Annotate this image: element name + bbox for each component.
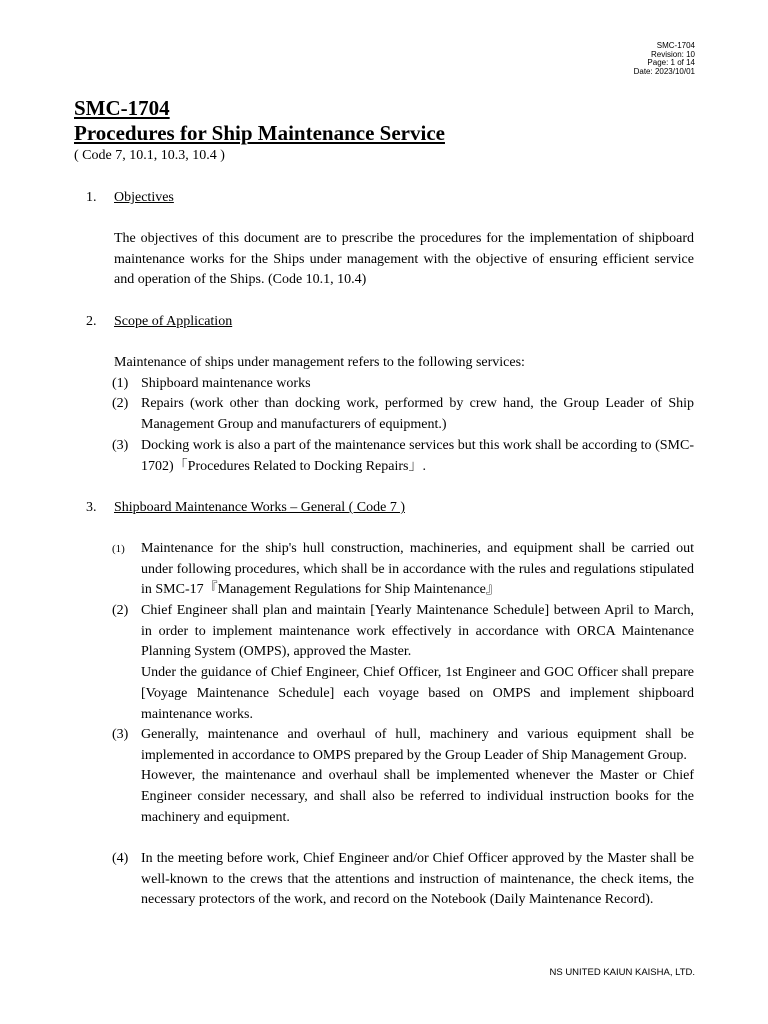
list-item [112, 849, 694, 911]
document-meta [634, 42, 695, 76]
doc-number: SMC-1704 [656, 41, 695, 50]
section-number: 3. [86, 500, 97, 515]
title-codes: ( Code 7, 10.1, 10.3, 10.4 ) [74, 148, 225, 163]
section-intro: Maintenance of ships under management refers to the following services: [114, 355, 525, 370]
doc-date: Date: 2023/10/01 [633, 66, 695, 76]
title-code: SMC-1704 [74, 96, 170, 120]
section-heading [86, 188, 686, 209]
section-number: 1. [86, 190, 97, 205]
item-number: (1) [112, 543, 125, 555]
title-text: Procedures for Ship Maintenance Service [74, 121, 445, 145]
list-item [112, 436, 694, 477]
item-number: (2) [112, 396, 129, 411]
item-text: Chief Engineer shall plan and maintain [Yearly Maintenance Schedule] between April to March, in order to implement maintenance work effectively in accordance with ORCA Maintenance Planning System (OMPS), approved the Master. [141, 603, 694, 660]
list-item [112, 601, 694, 725]
item-text: Maintenance for the ship's hull construction, machineries, and equipment shall be carried out under following procedures, which shall be in accordance with the rules and regulations stipulated in SMC-17『Management Regulations for Ship Maintenance』 [141, 541, 694, 598]
list-item [112, 374, 694, 395]
section-paragraph: The objectives of this document are to prescribe the procedures for the implementation of shipboard maintenance works for the Ships under management with the objective of ensuring efficient service and operation of the Ships. (Code 10.1, 10.4) [114, 231, 694, 288]
item-number: (1) [112, 376, 129, 391]
list-item [112, 394, 694, 435]
list-item [112, 539, 694, 601]
company-footer: NS UNITED KAIUN KAISHA, LTD. [549, 967, 695, 978]
item-text: Generally, maintenance and overhaul of hull, machinery and various equipment shall be implemented in accordance to OMPS prepared by the Group Leader of Ship Management Group. [141, 727, 694, 763]
section-heading [86, 312, 686, 333]
section-title: Scope of Application [114, 314, 233, 329]
item-text-continued: Under the guidance of Chief Engineer, Chief Officer, 1st Engineer and GOC Officer shall prepare [Voyage Maintenance Schedule] each voyage based on OMPS and implement shipboard maintenance works. [141, 665, 694, 722]
revision: Revision: 10 [650, 49, 695, 59]
section-number: 2. [86, 314, 97, 329]
section-heading [86, 498, 686, 519]
item-text: Repairs (work other than docking work, performed by crew hand, the Group Leader of Ship Management Group and manufacturers of equipment.) [141, 396, 694, 432]
item-text: Shipboard maintenance works [141, 376, 311, 391]
item-number: (3) [112, 438, 129, 453]
item-text: In the meeting before work, Chief Engineer and/or Chief Officer approved by the Master shall be well-known to the crews that the attentions and instruction of maintenance, the check items, the necessary protectors of the work, and record on the Notebook (Daily Maintenance Record). [141, 851, 694, 908]
item-number: (3) [112, 727, 129, 742]
page-number: Page: 1 of 14 [647, 58, 695, 68]
document-title [74, 96, 445, 146]
item-number: (2) [112, 603, 129, 618]
item-text-continued: However, the maintenance and overhaul shall be implemented whenever the Master or Chief Engineer consider necessary, and shall also be referred to individual instruction books for the machinery and equipment. [141, 768, 694, 825]
section-title: Objectives [114, 190, 174, 205]
item-text: Docking work is also a part of the maintenance services but this work shall be according to (SMC-1702)「Procedures Related to Docking Repairs」. [141, 438, 694, 474]
item-body [141, 725, 694, 829]
list-item [112, 725, 694, 829]
section-title: Shipboard Maintenance Works – General ( Code 7 ) [114, 500, 405, 515]
item-body [141, 601, 694, 725]
item-number: (4) [112, 851, 129, 866]
